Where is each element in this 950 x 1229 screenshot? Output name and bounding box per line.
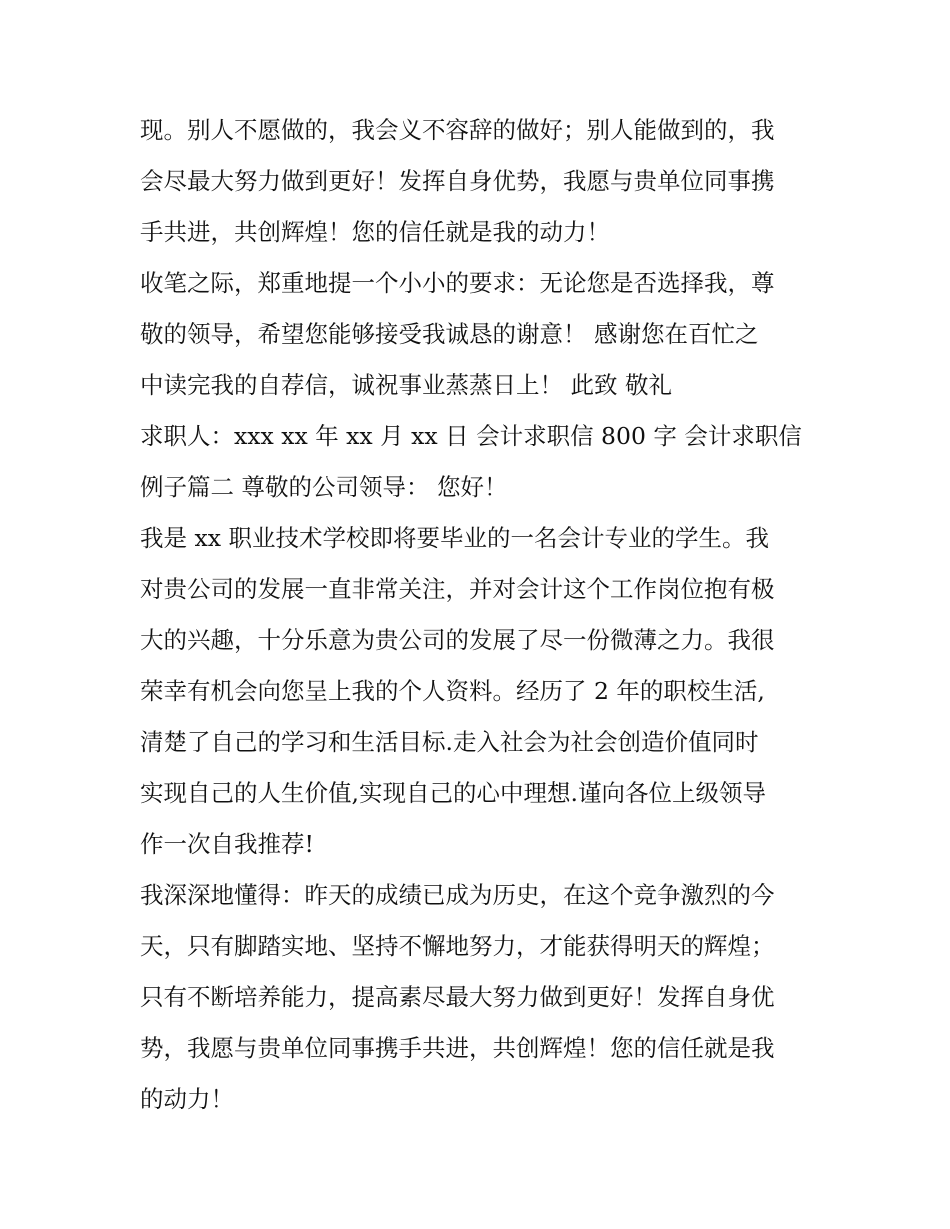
text-line: 敬的领导，希望您能够接受我诚恳的谢意！ 感谢您在百忙之 (140, 320, 759, 348)
text-line: 会尽最大努力做到更好！发挥自身优势，我愿与贵单位同事携 (140, 167, 775, 195)
text-line: 收笔之际，郑重地提一个小小的要求：无论您是否选择我，尊 (140, 269, 775, 297)
text-line: 清楚了自己的学习和生活目标.走入社会为社会创造价值同时 (140, 728, 759, 756)
document-body (140, 105, 815, 1125)
text-line: 现。别人不愿做的，我会义不容辞的做好；别人能做到的，我 (140, 116, 775, 144)
text-line: 求职人：xxx xx 年 xx 月 xx 日 会计求职信 800 字 会计求职信 (140, 422, 802, 450)
text-line: 大的兴趣，十分乐意为贵公司的发展了尽一份微薄之力。我很 (140, 626, 775, 654)
text-line: 我是 xx 职业技术学校即将要毕业的一名会计专业的学生。我 (140, 524, 769, 552)
text-line: 荣幸有机会向您呈上我的个人资料。经历了 2 年的职校生活, (140, 677, 765, 705)
text-line: 的动力！ (140, 1085, 234, 1113)
text-line: 对贵公司的发展一直非常关注，并对会计这个工作岗位抱有极 (140, 575, 775, 603)
text-line: 作一次自我推荐! (140, 830, 314, 858)
text-line: 我深深地懂得：昨天的成绩已成为历史，在这个竞争激烈的今 (140, 881, 775, 909)
text-line: 实现自己的人生价值,实现自己的心中理想.谨向各位上级领导 (140, 779, 766, 807)
text-line: 中读完我的自荐信，诚祝事业蒸蒸日上！ 此致 敬礼 (140, 371, 672, 399)
text-line: 手共进，共创辉煌！您的信任就是我的动力！ (140, 218, 610, 246)
text-line: 势，我愿与贵单位同事携手共进，共创辉煌！您的信任就是我 (140, 1034, 775, 1062)
text-line: 天，只有脚踏实地、坚持不懈地努力，才能获得明天的辉煌； (140, 932, 775, 960)
text-line: 例子篇二 尊敬的公司领导： 您好！ (140, 473, 508, 501)
text-line: 只有不断培养能力，提高素尽最大努力做到更好！发挥自身优 (140, 983, 775, 1011)
